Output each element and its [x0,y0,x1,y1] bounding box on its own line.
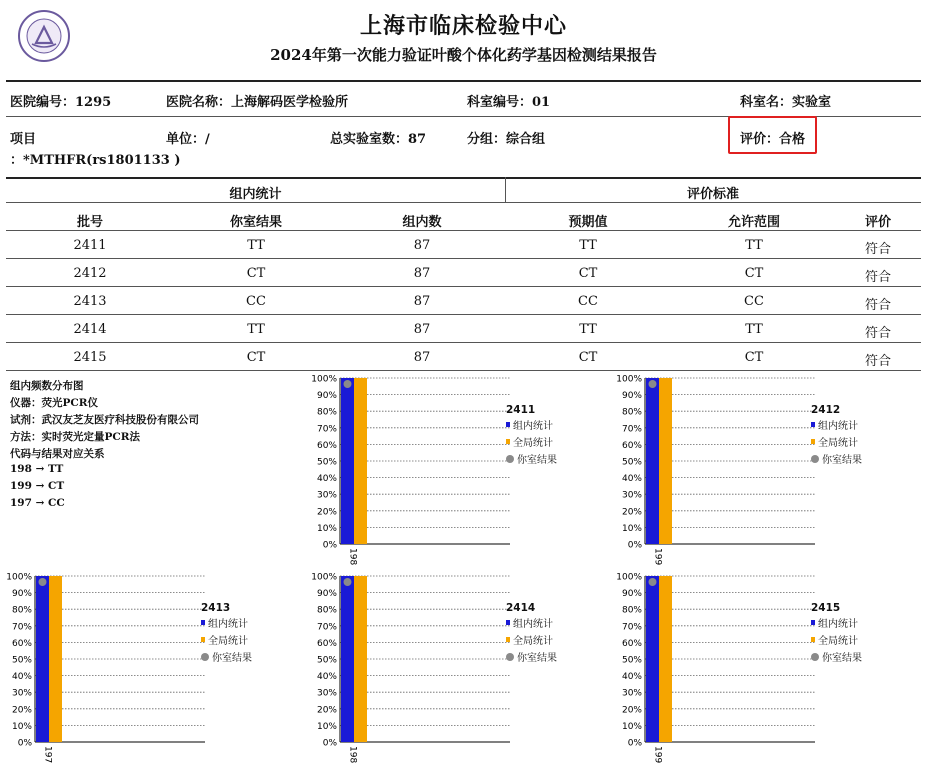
legend-label: 全局统计 [818,636,858,647]
col-expected: 预期值 [568,215,608,230]
y-tick-label: 50% [316,457,337,468]
legend-swatch [506,422,510,427]
y-tick-label: 70% [316,424,337,435]
mapping-199: 199 → CT [10,480,65,492]
row-2413-expected: CC [578,294,598,309]
row-2412-allowed-range: CT [744,266,764,281]
x-category-label: 197 [42,746,53,764]
chart-legend-2413 [201,602,252,665]
row-2413-group-count: 87 [413,294,431,309]
dept-name: 科室名：实验室 [740,95,832,110]
row-2411-expected: TT [579,238,597,253]
mapping-198: 198 → TT [10,463,64,475]
group-stats-header: 组内统计 [229,187,282,202]
chart-title: 2415 [811,602,841,614]
y-tick-label: 60% [11,638,32,649]
mapping-197: 197 → CC [10,497,65,509]
row-2414-evaluation: 符合 [864,326,891,341]
row-2414-batch: 2414 [73,322,107,337]
y-tick-label: 80% [11,605,32,616]
row-2414-group-count: 87 [413,322,431,337]
legend-swatch [506,637,510,642]
y-tick-label: 10% [316,523,337,534]
legend-label: 全局统计 [513,438,553,449]
your-result-marker [344,578,352,586]
legend-swatch [506,620,510,625]
y-tick-label: 50% [316,655,337,666]
chart-title: 2413 [201,602,231,614]
legend-overall-stats [201,631,252,648]
row-2412-batch: 2412 [73,266,107,281]
y-tick-label: 80% [621,605,642,616]
legend-group-stats [201,614,252,631]
y-tick-label: 70% [621,424,642,435]
legend-label: 组内统计 [513,619,553,630]
legend-swatch [811,637,815,642]
hospital-name: 医院名称：上海解码医学检验所 [166,95,349,110]
y-tick-label: 80% [316,407,337,418]
legend-swatch [506,653,514,661]
x-category-label: 198 [347,548,358,566]
legend-your-result [201,648,252,665]
chart-2413 [6,570,206,770]
legend-swatch [811,439,815,444]
y-tick-label: 0% [322,540,337,551]
legend-label: 你室结果 [517,653,557,664]
row-2411-allowed-range: TT [745,238,763,253]
mapping-title: 代码与结果对应关系 [10,448,105,460]
y-tick-label: 0% [627,540,642,551]
legend-group-stats [506,614,557,631]
y-tick-label: 30% [621,688,642,699]
legend-overall-stats [506,433,557,450]
dept-no: 科室编号：01 [467,95,551,110]
overall-stat-bar [659,378,672,544]
legend-your-result [506,648,557,665]
y-tick-label: 70% [621,622,642,633]
your-result-marker [39,578,47,586]
x-category-label: 199 [652,746,663,764]
instrument: 仪器：荧光PCR仪 [10,397,98,409]
overall-stat-bar [354,378,367,544]
y-tick-label: 20% [621,705,642,716]
your-result-marker [649,578,657,586]
row-2415-evaluation: 符合 [864,354,891,369]
col-group-count: 组内数 [402,215,442,230]
chart-title: 2414 [506,602,536,614]
row-2414-allowed-range: TT [745,322,763,337]
criteria-header: 评价标准 [686,187,739,202]
legend-group-stats [506,416,557,433]
y-tick-label: 60% [621,440,642,451]
legend-swatch [811,455,819,463]
y-tick-label: 10% [621,523,642,534]
y-tick-label: 40% [316,672,337,683]
y-tick-label: 80% [621,407,642,418]
y-tick-label: 20% [316,705,337,716]
overall-stat-bar [354,576,367,742]
y-tick-label: 100% [6,572,32,583]
legend-your-result [811,648,862,665]
legend-label: 组内统计 [208,619,248,630]
row-2411-batch: 2411 [73,238,107,253]
legend-label: 全局统计 [208,636,248,647]
group-stat-bar [341,576,354,742]
row-2411-your-result: TT [247,238,265,253]
chart-legend-2415 [811,602,862,665]
y-tick-label: 60% [316,638,337,649]
legend-group-stats [811,416,862,433]
row-2412-expected: CT [578,266,598,281]
legend-label: 全局统计 [818,438,858,449]
y-tick-label: 70% [316,622,337,633]
legend-swatch [201,637,205,642]
y-tick-label: 70% [11,622,32,633]
y-tick-label: 90% [621,589,642,600]
legend-group-stats [811,614,862,631]
row-2412-evaluation: 符合 [864,270,891,285]
your-result-marker [649,380,657,388]
y-tick-label: 90% [316,391,337,402]
legend-overall-stats [506,631,557,648]
y-tick-label: 30% [316,688,337,699]
row-2413-your-result: CC [246,294,266,309]
y-tick-label: 90% [11,589,32,600]
chart-2415 [616,570,816,770]
item-label: 项目 [10,132,37,147]
col-your-result: 你室结果 [229,215,282,230]
y-tick-label: 50% [11,655,32,666]
legend-your-result [811,450,862,467]
legend-swatch [506,439,510,444]
y-tick-label: 100% [311,572,337,583]
y-tick-label: 40% [316,474,337,485]
row-2412-group-count: 87 [413,266,431,281]
legend-swatch [201,653,209,661]
x-category-label: 198 [347,746,358,764]
y-tick-label: 10% [621,721,642,732]
chart-title: 2412 [811,404,841,416]
col-allowed-range: 允许范围 [727,215,780,230]
legend-label: 组内统计 [818,421,858,432]
legend-your-result [506,450,557,467]
row-2412-your-result: CT [246,266,266,281]
legend-swatch [506,455,514,463]
org-title: 上海市临床检验中心 [359,13,567,39]
unit: 单位：/ [166,132,210,147]
reagent: 试剂：武汉友芝友医疗科技股份有限公司 [10,414,199,426]
y-tick-label: 60% [621,638,642,649]
y-tick-label: 30% [316,490,337,501]
row-2413-batch: 2413 [73,294,107,309]
y-tick-label: 20% [11,705,32,716]
chart-legend-2412 [811,404,862,467]
y-tick-label: 30% [621,490,642,501]
legend-label: 你室结果 [517,455,557,466]
row-2411-group-count: 87 [413,238,431,253]
legend-swatch [811,620,815,625]
method: 方法：实时荧光定量PCR法 [10,431,140,443]
y-tick-label: 0% [322,738,337,749]
total-labs: 总实验室数：87 [330,132,427,147]
y-tick-label: 30% [11,688,32,699]
chart-2411 [311,372,511,572]
row-2415-group-count: 87 [413,350,431,365]
evaluation: 评价：合格 [740,132,806,147]
legend-swatch [811,422,815,427]
y-tick-label: 40% [621,672,642,683]
y-tick-label: 100% [616,374,642,385]
legend-label: 组内统计 [513,421,553,432]
row-2414-expected: TT [579,322,597,337]
y-tick-label: 100% [616,572,642,583]
legend-overall-stats [811,433,862,450]
legend-label: 你室结果 [822,653,862,664]
y-tick-label: 0% [627,738,642,749]
x-category-label: 199 [652,548,663,566]
chart-legend-2411 [506,404,557,467]
y-tick-label: 100% [311,374,337,385]
report-title: 2024年第一次能力验证叶酸个体化药学基因检测结果报告 [270,46,657,64]
hospital-no: 医院编号：1295 [10,95,112,110]
y-tick-label: 40% [621,474,642,485]
y-tick-label: 60% [316,440,337,451]
y-tick-label: 50% [621,655,642,666]
col-batch: 批号 [76,215,103,230]
y-tick-label: 40% [11,672,32,683]
legend-label: 你室结果 [212,653,252,664]
y-tick-label: 10% [11,721,32,732]
group-stat-bar [341,378,354,544]
row-2415-allowed-range: CT [744,350,764,365]
legend-swatch [201,620,205,625]
legend-swatch [811,653,819,661]
evaluation-highlight-box [728,116,817,154]
row-2413-evaluation: 符合 [864,298,891,313]
chart-legend-2414 [506,602,557,665]
overall-stat-bar [659,576,672,742]
y-tick-label: 20% [621,507,642,518]
row-2411-evaluation: 符合 [864,242,891,257]
chart-2412 [616,372,816,572]
group-stat-bar [36,576,49,742]
y-tick-label: 90% [316,589,337,600]
row-2413-allowed-range: CC [744,294,764,309]
y-tick-label: 0% [17,738,32,749]
legend-label: 组内统计 [818,619,858,630]
group: 分组：综合组 [467,132,546,147]
chart-2414 [311,570,511,770]
notes-title: 组内频数分布图 [10,380,84,392]
y-tick-label: 10% [316,721,337,732]
y-tick-label: 90% [621,391,642,402]
row-2415-batch: 2415 [73,350,107,365]
chart-title: 2411 [506,404,536,416]
y-tick-label: 20% [316,507,337,518]
group-stat-bar [646,576,659,742]
group-stat-bar [646,378,659,544]
item-value: ：*MTHFR(rs1801133 ) [10,153,181,168]
col-evaluation: 评价 [864,215,891,230]
legend-label: 全局统计 [513,636,553,647]
row-2414-your-result: TT [247,322,265,337]
your-result-marker [344,380,352,388]
row-2415-expected: CT [578,350,598,365]
overall-stat-bar [49,576,62,742]
legend-label: 你室结果 [822,455,862,466]
y-tick-label: 80% [316,605,337,616]
row-2415-your-result: CT [246,350,266,365]
y-tick-label: 50% [621,457,642,468]
legend-overall-stats [811,631,862,648]
